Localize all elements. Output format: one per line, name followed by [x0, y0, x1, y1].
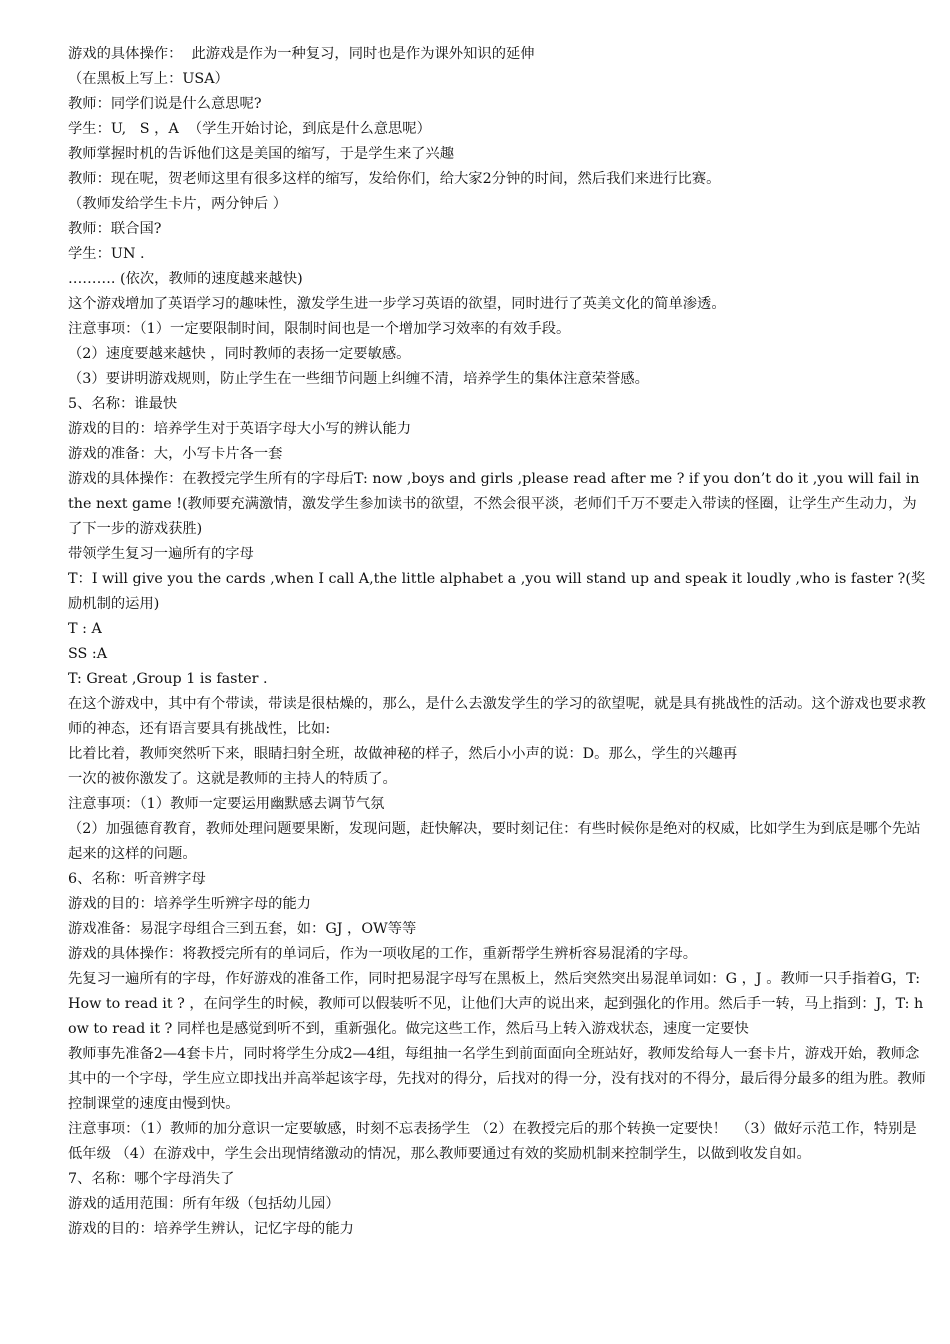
text-line: 比着比着，教师突然听下来，眼睛扫射全班，故做神秘的样子，然后小小声的说：D。那么，学生的兴趣再	[68, 746, 738, 762]
dialogue-line: SS :A	[68, 646, 108, 662]
text-line: 游戏的具体操作： 此游戏是作为一种复习，同时也是作为课外知识的延伸	[68, 46, 535, 62]
text-line: 教师掌握时机的告诉他们这是美国的缩写，于是学生来了兴趣	[68, 146, 455, 162]
section-heading: 7、名称：哪个字母消失了	[68, 1171, 235, 1187]
text-line: 游戏的目的：培养学生听辨字母的能力	[68, 896, 312, 912]
text-line: 游戏的目的：培养学生对于英语字母大小写的辨认能力	[68, 421, 412, 437]
dialogue-line: T: Great ,Group 1 is faster .	[68, 671, 268, 687]
text-line: 注意事项：（1）一定要限制时间，限制时间也是一个增加学习效率的有效手段。	[68, 321, 571, 337]
text-paragraph: 游戏的具体操作：在教授完学生所有的字母后T: now ,boys and girls ,please read after me ? if you don’t do it ,you will fail in the next game !(教师要充满激情，激发学生参加读书的欲望，不然会很平淡，老师们千万不要走入带读的怪圈，让学生产生动力，为了下一步的游戏获胜)	[68, 471, 925, 537]
text-line: 学生：UN .	[68, 246, 145, 262]
text-line: 游戏的准备：大，小写卡片各一套	[68, 446, 283, 462]
text-line: 学生：U, S ，A （学生开始讨论，到底是什么意思呢）	[68, 121, 431, 137]
text-line: 这个游戏增加了英语学习的趣味性，激发学生进一步学习英语的欲望，同时进行了英美文化的简单渗透。	[68, 296, 726, 312]
text-paragraph: T：I will give you the cards ,when I call A,the little alphabet a ,you will stand up and speak it loudly ,who is faster ?(奖励机制的运用)	[68, 571, 926, 612]
text-line: 注意事项：（1）教师一定要运用幽默感去调节气氛	[68, 796, 385, 812]
text-paragraph: 先复习一遍所有的字母，作好游戏的准备工作，同时把易混字母写在黑板上，然后突然突出易混单词如：G ，J 。教师一只手指着G，T:How to read it ? ，在问学生的时候，教师可以假装听不见，让他们大声的说出来，起到强化的作用。然后手一转，马上指到：J，T: how to read it ? 同样也是感觉到听不到，重新强化。做完这些工作，然后马上转入游戏状态，速度一定要快	[68, 971, 924, 1037]
text-paragraph: 在这个游戏中，其中有个带读，带读是很枯燥的，那么，是什么去激发学生的学习的欲望呢，就是具有挑战性的活动。这个游戏也要求教师的神态，还有语言要具有挑战性，比如:	[68, 696, 926, 737]
text-line: （2）速度要越来越快 ，同时教师的表扬一定要敏感。	[68, 346, 411, 362]
text-line: 带领学生复习一遍所有的字母	[68, 546, 254, 562]
dialogue-line: T : A	[68, 621, 102, 637]
text-line: 游戏的目的：培养学生辨认，记忆字母的能力	[68, 1221, 354, 1237]
text-paragraph: 注意事项：（1）教师的加分意识一定要敏感，时刻不忘表扬学生 （2）在教授完后的那个转换一定要快！ （3）做好示范工作，特别是低年级 （4）在游戏中，学生会出现情绪激动的情况，那么教师要通过有效的奖励机制来控制学生，以做到收发自如。	[68, 1121, 917, 1162]
text-line: 游戏的适用范围：所有年级（包括幼儿园）	[68, 1196, 340, 1212]
text-line: 教师：联合国?	[68, 221, 162, 237]
text-line: （在黑板上写上：USA）	[68, 71, 229, 87]
text-paragraph: 教师事先准备2—4套卡片，同时将学生分成2—4组，每组抽一名学生到前面面向全班站好，教师发给每人一套卡片，游戏开始，教师念其中的一个字母，学生应立即找出并高举起该字母，先找对的得分，后找对的得一分，没有找对的不得分，最后得分最多的组为胜。教师控制课堂的速度由慢到快。	[68, 1046, 926, 1112]
text-line: 游戏准备：易混字母组合三到五套，如：GJ ，OW等等	[68, 921, 417, 937]
text-line: （3）要讲明游戏规则，防止学生在一些细节问题上纠缠不清，培养学生的集体注意荣誉感。	[68, 371, 649, 387]
text-line: 教师：同学们说是什么意思呢?	[68, 96, 262, 112]
text-line: （教师发给学生卡片，两分钟后 ）	[68, 196, 287, 212]
text-paragraph: （2）加强德育教育，教师处理问题要果断，发现问题，赶快解决，要时刻记住：有些时候你是绝对的权威，比如学生为到底是哪个先站起来的这样的问题。	[68, 821, 921, 862]
text-line: 一次的被你激发了。这就是教师的主持人的特质了。	[68, 771, 397, 787]
section-heading: 6、名称：听音辨字母	[68, 871, 206, 887]
text-line: 游戏的具体操作：将教授完所有的单词后，作为一项收尾的工作，重新帮学生辨析容易混淆的字母。	[68, 946, 698, 962]
text-line: ………. (依次，教师的速度越来越快)	[68, 271, 303, 287]
text-line: 教师：现在呢，贺老师这里有很多这样的缩写，发给你们，给大家2分钟的时间，然后我们来进行比赛。	[68, 171, 721, 187]
section-heading: 5、名称：谁最快	[68, 396, 178, 412]
